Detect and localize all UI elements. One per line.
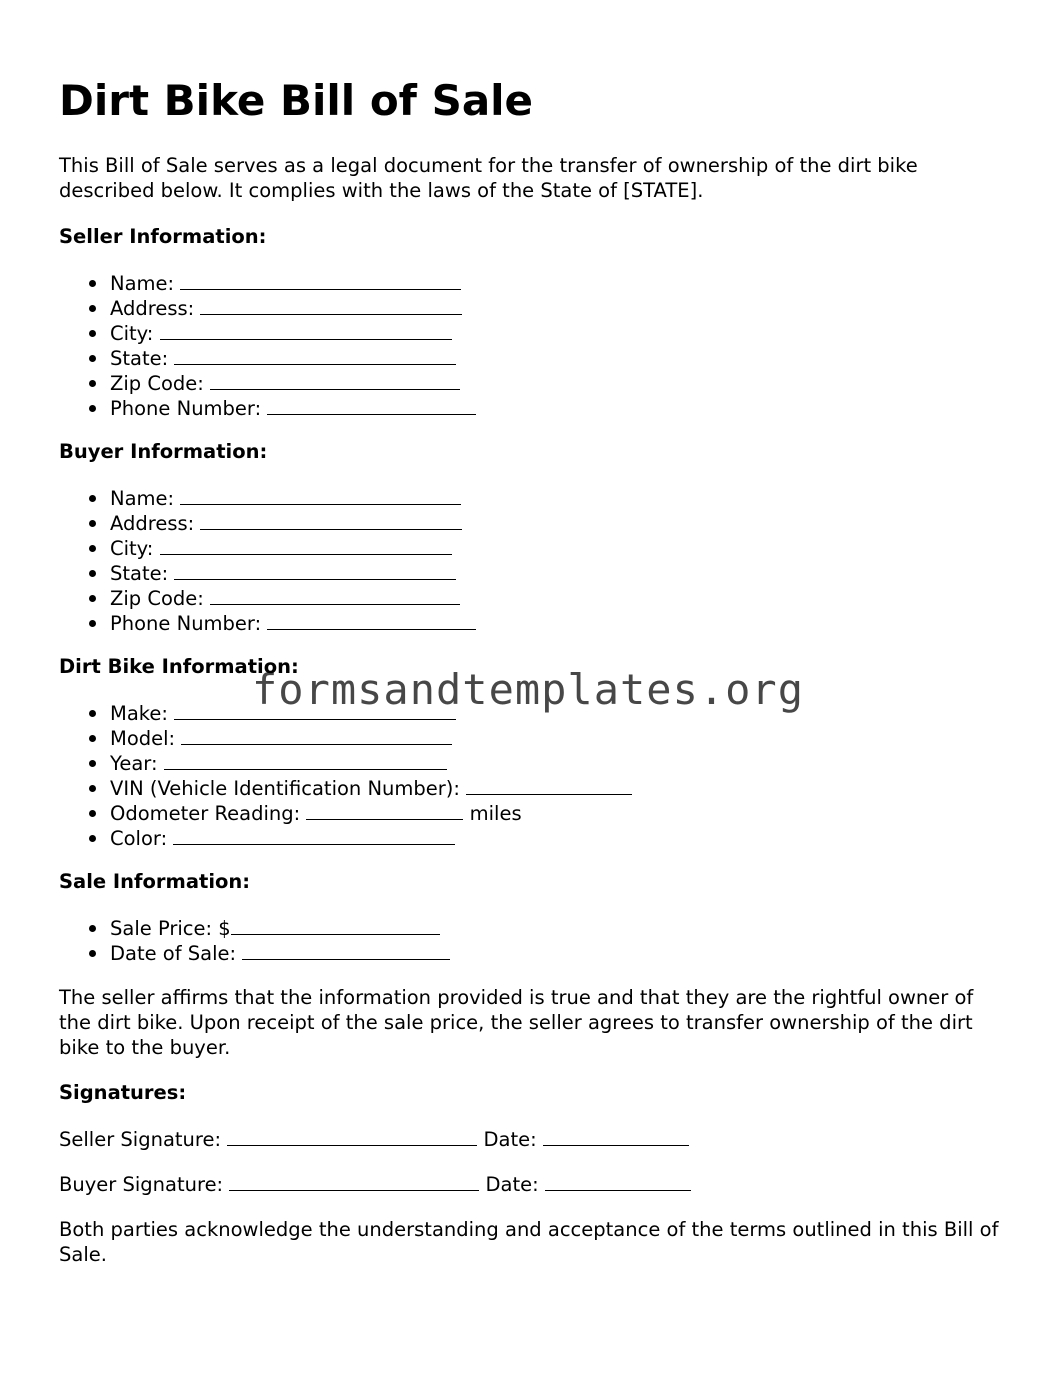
seller-signature-line bbox=[59, 1126, 689, 1152]
bike-model-field bbox=[59, 725, 632, 750]
buyer-fields bbox=[59, 485, 476, 635]
blank-line bbox=[229, 1171, 479, 1191]
sale-fields bbox=[59, 915, 450, 965]
signatures-heading: Signatures: bbox=[59, 1081, 187, 1104]
field-label: State: bbox=[110, 347, 169, 370]
field-label: Sale Price: $ bbox=[110, 917, 231, 940]
field-label: Address: bbox=[110, 512, 195, 535]
buyer-date-label: Date: bbox=[485, 1173, 539, 1196]
seller-signature-label: Seller Signature: bbox=[59, 1128, 222, 1151]
blank-line bbox=[160, 320, 452, 340]
seller-heading: Seller Information: bbox=[59, 225, 267, 248]
field-label: Address: bbox=[110, 297, 195, 320]
buyer-address-field bbox=[59, 510, 476, 535]
buyer-zip-field bbox=[59, 585, 476, 610]
blank-line bbox=[267, 395, 476, 415]
seller-address-field bbox=[59, 295, 476, 320]
field-label: Phone Number: bbox=[110, 397, 262, 420]
blank-line bbox=[200, 295, 462, 315]
buyer-city-field bbox=[59, 535, 476, 560]
blank-line bbox=[306, 800, 463, 820]
affirmation-paragraph: The seller affirms that the information provided is true and that they are the rightful owner of the dirt bike. Upon receipt of the sale price, the seller agrees to transfer ownership of the dirt bike to the buyer. bbox=[59, 986, 974, 1059]
field-label: Zip Code: bbox=[110, 372, 204, 395]
closing-paragraph: Both parties acknowledge the understanding and acceptance of the terms outlined in this Bill of Sale. bbox=[59, 1218, 999, 1266]
sale-price-field bbox=[59, 915, 450, 940]
watermark-text: formsandtemplates.org bbox=[252, 665, 805, 714]
field-label: Color: bbox=[110, 827, 168, 850]
sale-heading: Sale Information: bbox=[59, 870, 251, 893]
field-label: Year: bbox=[110, 752, 158, 775]
bike-color-field bbox=[59, 825, 632, 850]
blank-line bbox=[466, 775, 632, 795]
field-label: Name: bbox=[110, 272, 175, 295]
blank-line bbox=[180, 270, 461, 290]
buyer-state-field bbox=[59, 560, 476, 585]
blank-line bbox=[200, 510, 462, 530]
seller-fields bbox=[59, 270, 476, 420]
blank-line bbox=[174, 560, 456, 580]
field-label: City: bbox=[110, 322, 154, 345]
buyer-phone-field bbox=[59, 610, 476, 635]
seller-state-field bbox=[59, 345, 476, 370]
bike-fields bbox=[59, 700, 632, 850]
bike-vin-field bbox=[59, 775, 632, 800]
seller-name-field bbox=[59, 270, 476, 295]
blank-line bbox=[210, 370, 460, 390]
seller-zip-field bbox=[59, 370, 476, 395]
buyer-name-field bbox=[59, 485, 476, 510]
field-label: Odometer Reading: bbox=[110, 802, 301, 825]
intro-paragraph: This Bill of Sale serves as a legal document for the transfer of ownership of the dirt bike described below. It complies with the laws of the State of [STATE]. bbox=[59, 154, 918, 202]
seller-date-label: Date: bbox=[483, 1128, 537, 1151]
seller-city-field bbox=[59, 320, 476, 345]
blank-line bbox=[164, 750, 447, 770]
blank-line bbox=[267, 610, 476, 630]
field-label: Zip Code: bbox=[110, 587, 204, 610]
blank-line bbox=[545, 1171, 691, 1191]
blank-line bbox=[543, 1126, 689, 1146]
buyer-heading: Buyer Information: bbox=[59, 440, 268, 463]
buyer-signature-label: Buyer Signature: bbox=[59, 1173, 224, 1196]
blank-line bbox=[231, 915, 440, 935]
field-label: VIN (Vehicle Identification Number): bbox=[110, 777, 460, 800]
bike-year-field bbox=[59, 750, 632, 775]
buyer-signature-line bbox=[59, 1171, 691, 1197]
sale-date-field bbox=[59, 940, 450, 965]
blank-line bbox=[227, 1126, 477, 1146]
odometer-unit: miles bbox=[469, 802, 522, 825]
blank-line bbox=[181, 725, 452, 745]
blank-line bbox=[210, 585, 460, 605]
field-label: Model: bbox=[110, 727, 176, 750]
field-label: City: bbox=[110, 537, 154, 560]
seller-phone-field bbox=[59, 395, 476, 420]
field-label: Phone Number: bbox=[110, 612, 262, 635]
document-title: Dirt Bike Bill of Sale bbox=[59, 76, 534, 125]
blank-line bbox=[174, 345, 456, 365]
blank-line bbox=[180, 485, 461, 505]
field-label: Make: bbox=[110, 702, 168, 725]
blank-line bbox=[173, 825, 455, 845]
bike-odometer-field bbox=[59, 800, 632, 825]
field-label: Name: bbox=[110, 487, 175, 510]
blank-line bbox=[160, 535, 452, 555]
bike-heading: Dirt Bike Information: bbox=[59, 655, 299, 678]
blank-line bbox=[242, 940, 450, 960]
field-label: Date of Sale: bbox=[110, 942, 237, 965]
field-label: State: bbox=[110, 562, 169, 585]
